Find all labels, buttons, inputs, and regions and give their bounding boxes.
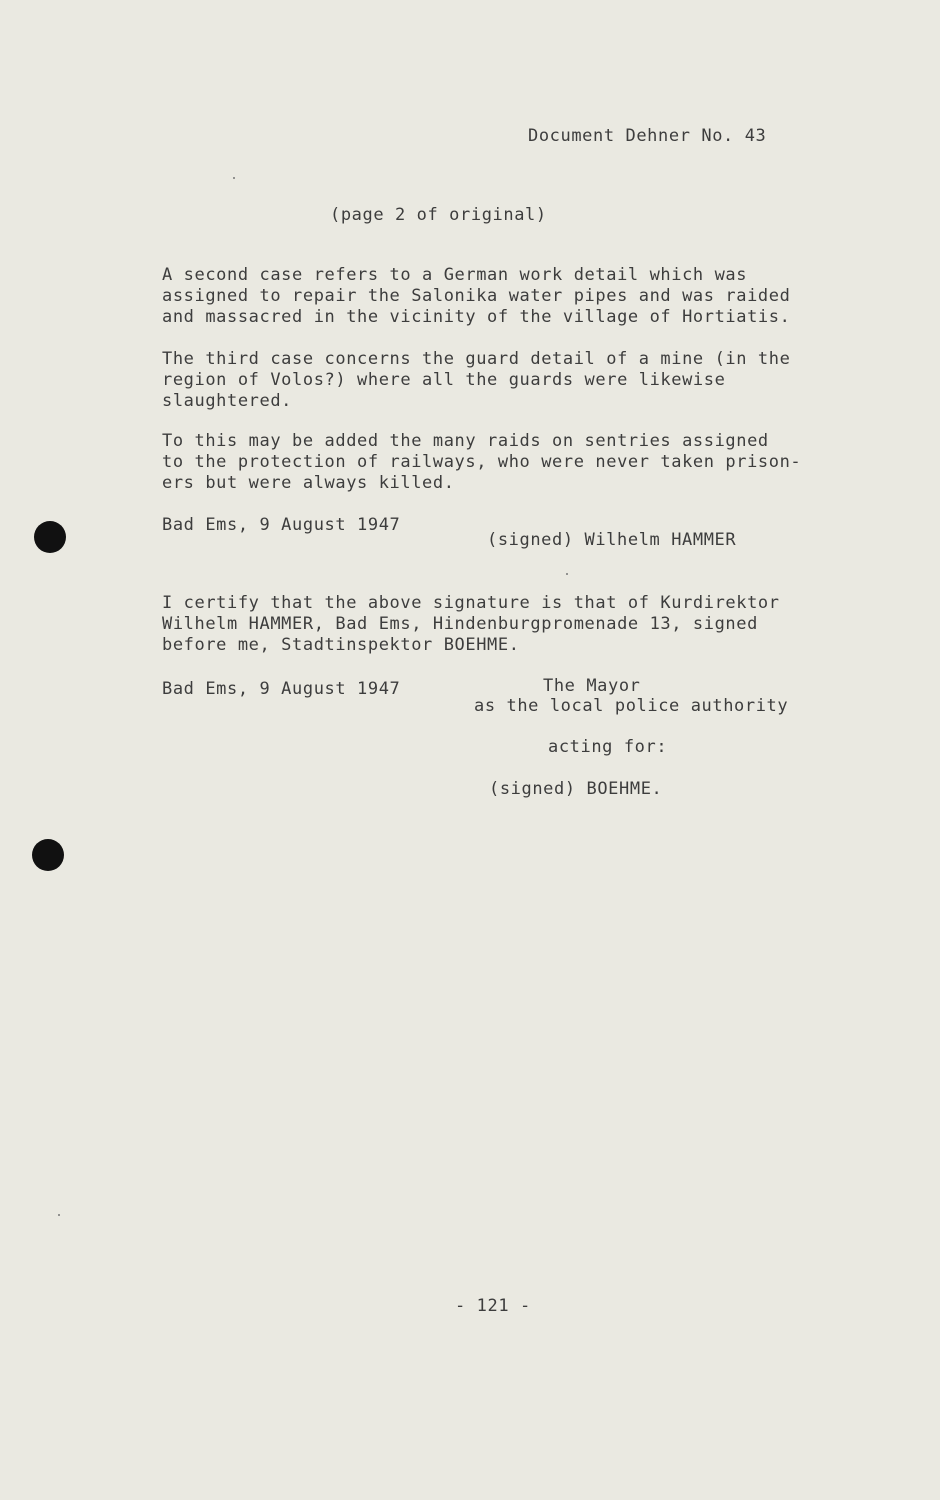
signature-boehme: (signed) BOEHME.	[489, 779, 663, 799]
place-date-2: Bad Ems, 9 August 1947	[162, 679, 401, 699]
paragraph-line: The third case concerns the guard detail of a mine (in the	[162, 349, 791, 369]
paragraph-line: A second case refers to a German work detail which was	[162, 265, 748, 285]
document-reference: Document Dehner No. 43	[528, 126, 767, 146]
paragraph-line: assigned to repair the Salonika water pipes and was raided	[162, 286, 791, 306]
certification-paragraph	[162, 593, 780, 656]
paragraph-line: and massacred in the vicinity of the village of Hortiatis.	[162, 307, 791, 327]
punch-hole-top	[34, 521, 66, 553]
paragraph-line: to the protection of railways, who were never taken prison-	[162, 452, 802, 472]
paragraph-1	[162, 265, 790, 328]
certification-line: I certify that the above signature is that of Kurdirektor	[162, 593, 780, 613]
paper-speck	[566, 573, 568, 575]
place-date-1: Bad Ems, 9 August 1947	[162, 515, 401, 535]
mayor-title: The Mayor	[543, 676, 641, 696]
punch-hole-bottom	[32, 839, 64, 871]
paragraph-line: ers but were always killed.	[162, 473, 455, 493]
certification-line: Wilhelm HAMMER, Bad Ems, Hindenburgpromenade 13, signed	[162, 614, 758, 634]
paper-speck	[233, 177, 235, 179]
signature-hammer: (signed) Wilhelm HAMMER	[487, 530, 737, 550]
page-note: (page 2 of original)	[330, 205, 547, 225]
acting-for: acting for:	[548, 737, 668, 757]
paragraph-line: region of Volos?) where all the guards were likewise	[162, 370, 726, 390]
paragraph-line: To this may be added the many raids on sentries assigned	[162, 431, 769, 451]
certification-line: before me, Stadtinspektor BOEHME.	[162, 635, 520, 655]
paragraph-line: slaughtered.	[162, 391, 293, 411]
paragraph-3	[162, 431, 801, 494]
page-number: - 121 -	[455, 1296, 531, 1316]
paper-speck	[58, 1214, 60, 1216]
authority-title: as the local police authority	[474, 696, 789, 716]
paragraph-2	[162, 349, 790, 412]
